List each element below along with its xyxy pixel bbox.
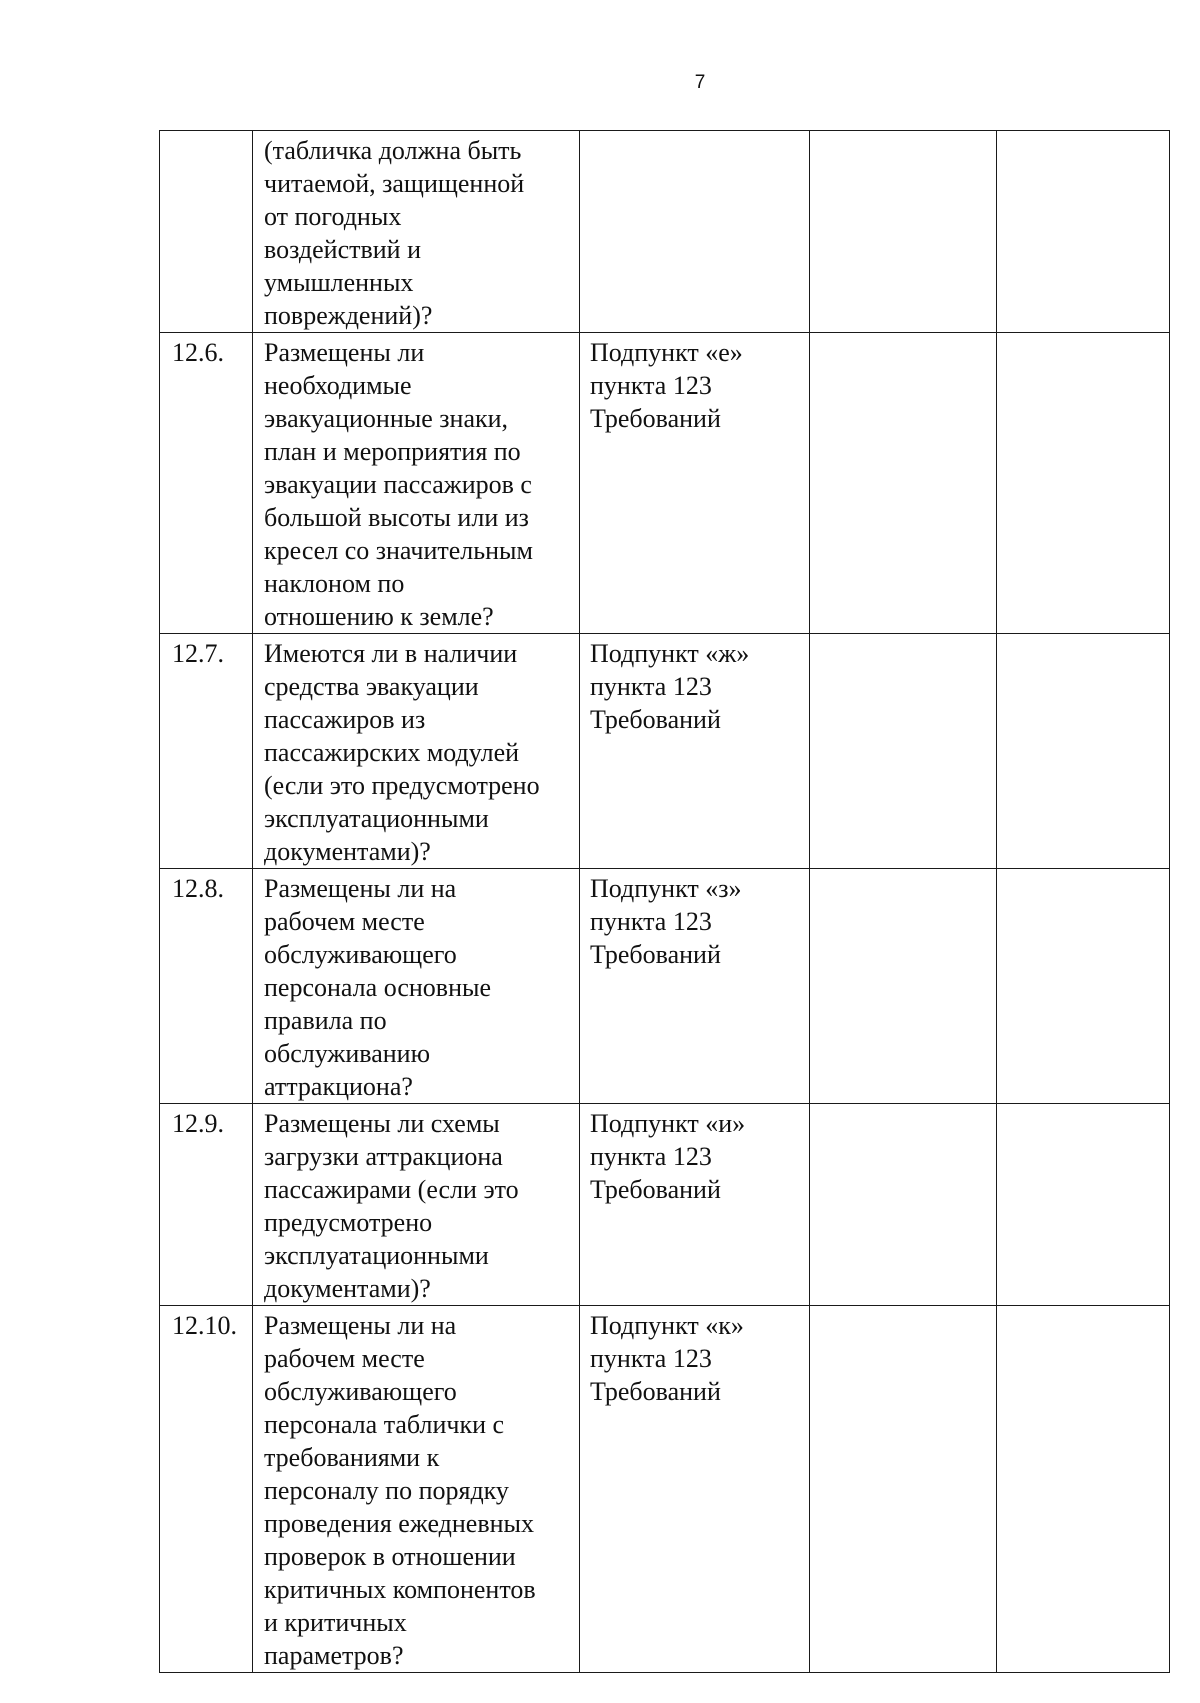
empty-cell (997, 131, 1170, 333)
question-cell: Размещены ли на рабочем месте обслуживающего персонала основные правила по обслуживанию аттракциона? (253, 869, 580, 1104)
reference-cell: Подпункт «и» пункта 123 Требований (580, 1104, 810, 1306)
question-cell: Размещены ли на рабочем месте обслуживающего персонала таблички с требованиями к персоналу по порядку проведения ежедневных проверок в отношении критичных компонентов и критичных параметров? (253, 1306, 580, 1673)
empty-cell (810, 1104, 997, 1306)
question-cell: Размещены ли необходимые эвакуационные знаки, план и мероприятия по эвакуации пассажиров с большой высоты или из кресел со значительным наклоном по отношению к земле? (253, 333, 580, 634)
item-number-cell: 12.9. (160, 1104, 253, 1306)
table-row (160, 1306, 1170, 1673)
question-cell: (табличка должна быть читаемой, защищенной от погодных воздействий и умышленных повреждений)? (253, 131, 580, 333)
empty-cell (810, 131, 997, 333)
empty-cell (997, 1306, 1170, 1673)
reference-cell: Подпункт «ж» пункта 123 Требований (580, 634, 810, 869)
item-number-cell (160, 131, 253, 333)
empty-cell (810, 634, 997, 869)
reference-cell: Подпункт «к» пункта 123 Требований (580, 1306, 810, 1673)
reference-cell: Подпункт «е» пункта 123 Требований (580, 333, 810, 634)
table-row (160, 131, 1170, 333)
empty-cell (997, 634, 1170, 869)
item-number-cell: 12.8. (160, 869, 253, 1104)
item-number-cell: 12.7. (160, 634, 253, 869)
empty-cell (997, 1104, 1170, 1306)
empty-cell (997, 869, 1170, 1104)
table-row (160, 333, 1170, 634)
reference-cell (580, 131, 810, 333)
question-cell: Размещены ли схемы загрузки аттракциона пассажирами (если это предусмотрено эксплуатационными документами)? (253, 1104, 580, 1306)
page-number: 7 (694, 72, 706, 93)
empty-cell (810, 869, 997, 1104)
question-cell: Имеются ли в наличии средства эвакуации пассажиров из пассажирских модулей (если это предусмотрено эксплуатационными документами)? (253, 634, 580, 869)
table-row (160, 869, 1170, 1104)
reference-cell: Подпункт «з» пункта 123 Требований (580, 869, 810, 1104)
checklist-table (159, 130, 1170, 1673)
empty-cell (810, 333, 997, 634)
empty-cell (810, 1306, 997, 1673)
table-row (160, 634, 1170, 869)
empty-cell (997, 333, 1170, 634)
item-number-cell: 12.6. (160, 333, 253, 634)
item-number-cell: 12.10. (160, 1306, 253, 1673)
table-row (160, 1104, 1170, 1306)
